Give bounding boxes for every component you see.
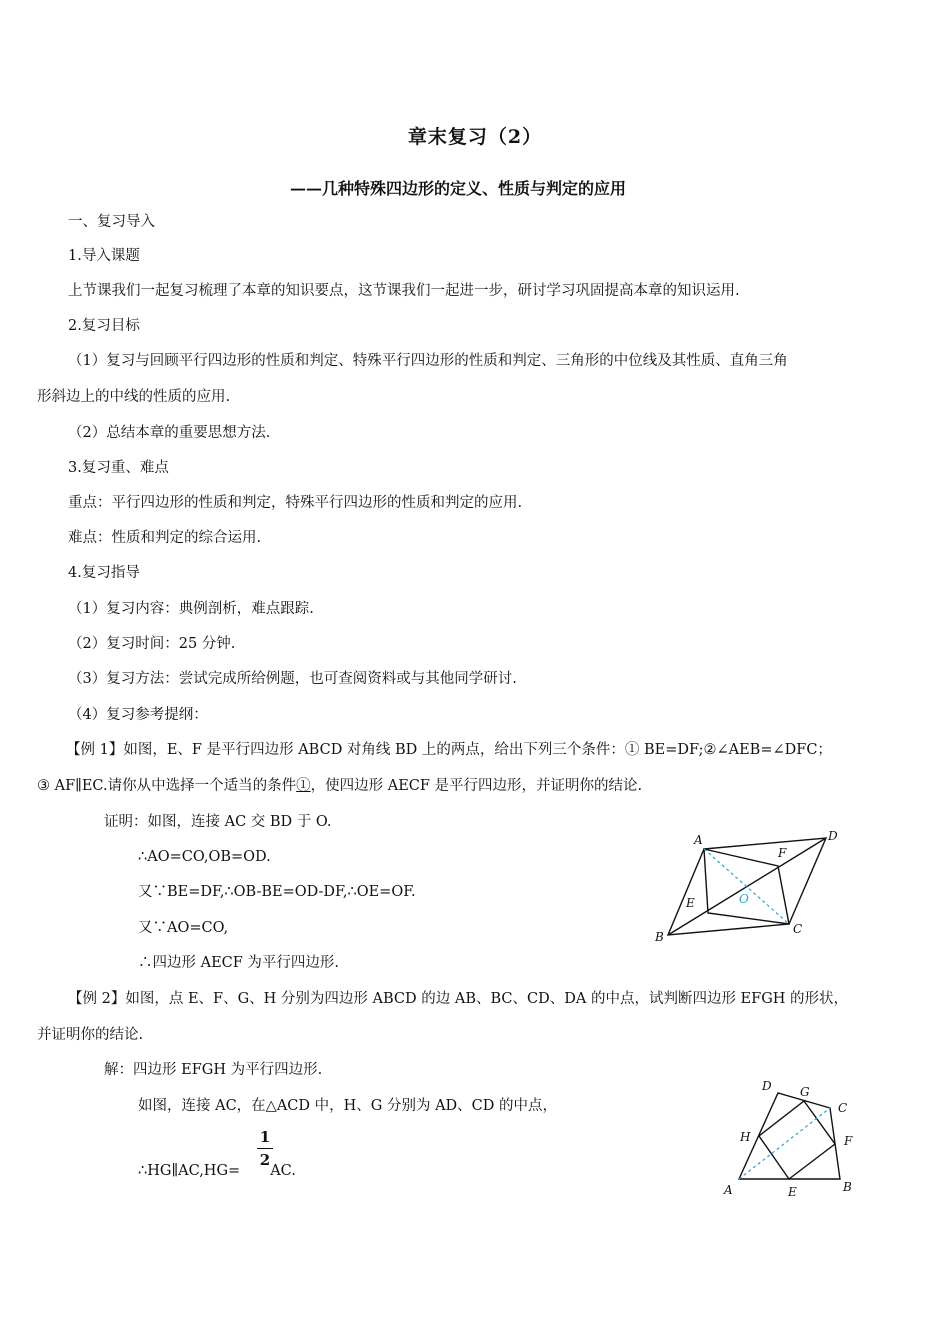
topic-text: 上节课我们一起复习梳理了本章的知识要点，这节课我们一起进一步，研讨学习巩固提高本章的知识运用. <box>68 283 740 299</box>
page-title: 章末复习（2） <box>407 126 543 148</box>
fraction-denominator: 2 <box>259 1151 271 1169</box>
example-1-line-a: 【例 1】如图，E、F 是平行四边形 ABCD 对角线 BD 上的两点，给出下列三个条件：① BE=DF;②∠AEB=∠DFC； <box>66 742 832 758</box>
label-e: E <box>686 896 695 910</box>
label-d: D <box>828 829 838 843</box>
example-1-text-post: ，使四边形 AECF 是平行四边形，并证明你的结论. <box>310 778 643 794</box>
dashed-diagonal-ac <box>739 1108 830 1179</box>
label-e: E <box>788 1185 797 1199</box>
example-1-line-b <box>37 776 642 796</box>
label-f: F <box>778 846 787 860</box>
guide-4: （4）复习参考提纲： <box>68 707 208 723</box>
section-heading-review-intro: 一、复习导入 <box>68 214 155 230</box>
label-c: C <box>838 1101 848 1115</box>
label-a: A <box>694 833 703 847</box>
label-h: H <box>740 1130 751 1144</box>
guide-2: （2）复习时间：25 分钟. <box>68 636 236 652</box>
goal-1-line-a: （1）复习与回顾平行四边形的性质和判定、特殊平行四边形的性质和判定、三角形的中位线及其性质、直角三角 <box>68 353 788 369</box>
subsection-heading-key-points: 3.复习重、难点 <box>68 460 169 476</box>
label-c: C <box>793 922 803 936</box>
label-o: O <box>739 892 749 906</box>
fraction-numerator: 1 <box>259 1128 271 1146</box>
proof-1-line-5: ∴四边形 AECF 为平行四边形. <box>138 955 340 971</box>
example-2-line-a: 【例 2】如图，点 E、F、G、H 分别为四边形 ABCD 的边 AB、BC、CD、DA 的中点，试判断四边形 EFGH 的形状， <box>68 991 849 1007</box>
fraction-bar <box>257 1148 273 1149</box>
proof-1-line-3: 又∵BE=DF,∴OB-BE=OD-DF,∴OE=OF. <box>138 884 416 900</box>
label-a: A <box>724 1183 733 1197</box>
fraction-one-half <box>257 1128 273 1169</box>
example-1-text-pre: ③ AF∥EC.请你从中选择一个适当的条件 <box>37 778 297 794</box>
subsection-heading-topic: 1.导入课题 <box>68 248 140 264</box>
dashed-diagonal-ac <box>704 849 789 924</box>
diagonal-bd <box>668 838 826 935</box>
proof-1-line-4: 又∵AO=CO, <box>138 920 229 936</box>
proof-1-line-1: 证明：如图，连接 AC 交 BD 于 O. <box>104 814 332 830</box>
page-subtitle: ——几种特殊四边形的定义、性质与判定的应用 <box>290 179 627 198</box>
example-2-line-b: 并证明你的结论. <box>37 1027 144 1043</box>
midpoint-quadrilateral-efgh <box>759 1101 835 1179</box>
label-b: B <box>843 1180 852 1194</box>
label-d: D <box>762 1079 772 1093</box>
label-b: B <box>655 930 664 944</box>
solution-2-text-pre: ∴HG∥AC,HG= <box>138 1163 241 1179</box>
figure-quadrilateral-abcd <box>718 1076 862 1202</box>
subsection-heading-guidance: 4.复习指导 <box>68 565 140 581</box>
label-f: F <box>844 1134 853 1148</box>
key-point-text: 重点：平行四边形的性质和判定，特殊平行四边形的性质和判定的应用. <box>68 495 523 511</box>
difficulty-text: 难点：性质和判定的综合运用. <box>68 530 262 546</box>
subsection-heading-goals: 2.复习目标 <box>68 318 140 334</box>
figure-parallelogram-abcd <box>648 826 844 944</box>
guide-3: （3）复习方法：尝试完成所给例题，也可查阅资料或与其他同学研讨. <box>68 671 517 687</box>
example-1-chosen-condition: ① <box>296 778 311 794</box>
goal-1-line-b: 形斜边上的中线的性质的应用. <box>37 389 231 405</box>
solution-2-line-1: 解：四边形 EFGH 为平行四边形. <box>104 1062 323 1078</box>
quadrilateral-outline <box>739 1093 840 1179</box>
label-g: G <box>800 1085 810 1099</box>
solution-2-text-post: AC. <box>270 1163 296 1179</box>
proof-1-line-2: ∴AO=CO,OB=OD. <box>138 849 271 865</box>
guide-1: （1）复习内容：典例剖析，难点跟踪. <box>68 601 314 617</box>
goal-2: （2）总结本章的重要思想方法. <box>68 425 271 441</box>
solution-2-line-2: 如图，连接 AC，在△ACD 中，H、G 分别为 AD、CD 的中点， <box>138 1098 557 1114</box>
